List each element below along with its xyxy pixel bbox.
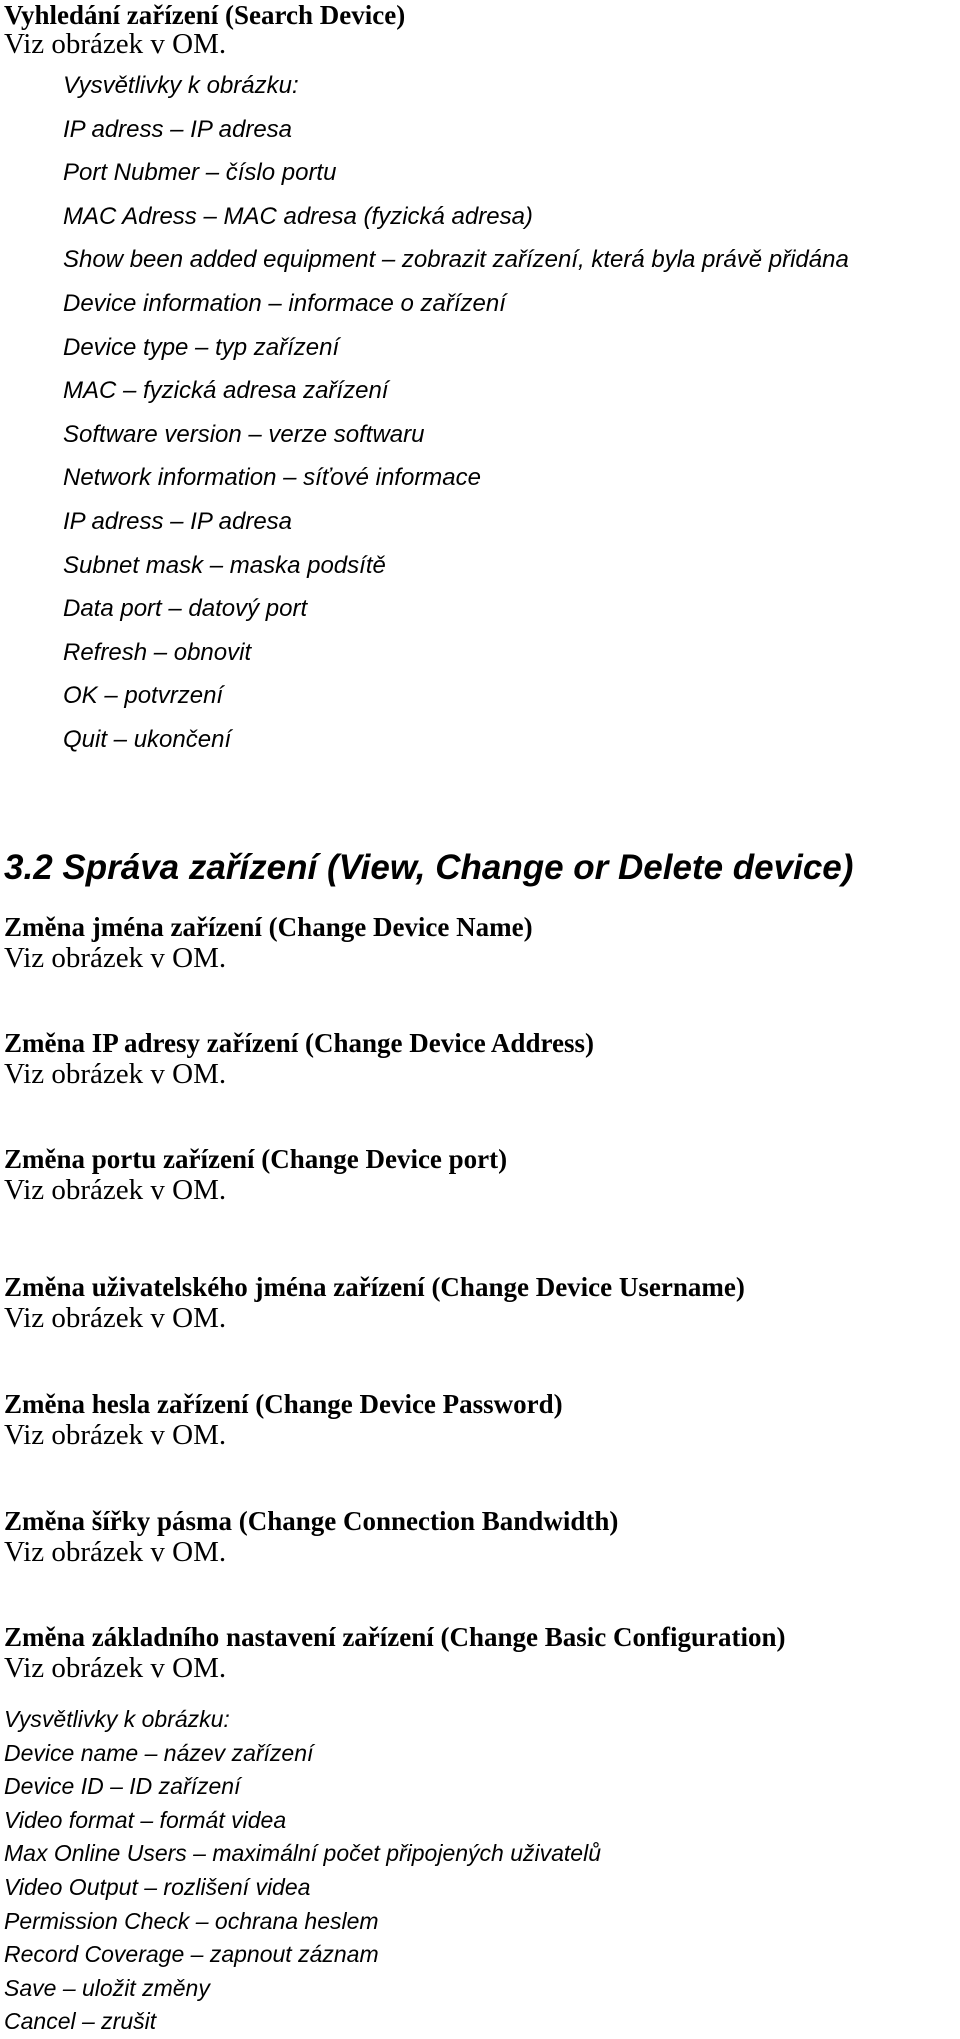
basic-config-legend xyxy=(4,1703,601,2039)
subsection-ref: Viz obrázek v OM. xyxy=(4,1536,227,1568)
legend-line: Permission Check – ochrana heslem xyxy=(4,1907,379,1934)
subsection-title: Změna portu zařízení (Change Device port) xyxy=(4,1144,508,1174)
legend-line: Vysvětlivky k obrázku: xyxy=(63,72,299,99)
subsection-ref: Viz obrázek v OM. xyxy=(4,942,227,974)
subsection-change-port xyxy=(4,1144,507,1206)
legend-line: Save – uložit změny xyxy=(4,1974,210,2001)
legend-line: Subnet mask – maska podsítě xyxy=(63,551,386,579)
subsection-change-basic-config xyxy=(4,1622,786,1684)
subsection-ref: Viz obrázek v OM. xyxy=(4,1652,227,1684)
legend-line: Record Coverage – zapnout záznam xyxy=(4,1941,379,1968)
legend-line: Refresh – obnovit xyxy=(63,638,252,666)
legend-line: Video Output – rozlišení videa xyxy=(4,1873,311,1900)
legend-line: MAC – fyzická adresa zařízení xyxy=(63,377,389,405)
legend-line: Max Online Users – maximální počet připojených uživatelů xyxy=(4,1840,601,1867)
search-device-legend xyxy=(63,64,849,762)
legend-line: Quit – ukončení xyxy=(63,725,232,753)
subsection-change-name xyxy=(4,912,533,974)
legend-line: Cancel – zrušit xyxy=(4,2008,157,2035)
legend-line: Show been added equipment – zobrazit zařízení, která byla právě přidána xyxy=(63,246,849,274)
legend-line: Port Nubmer – číslo portu xyxy=(63,159,337,187)
subsection-ref: Viz obrázek v OM. xyxy=(4,1302,227,1334)
subsection-change-address xyxy=(4,1028,594,1090)
legend-line: Device name – název zařízení xyxy=(4,1739,314,1766)
subsection-title: Změna IP adresy zařízení (Change Device Address) xyxy=(4,1028,594,1058)
subsection-ref: Viz obrázek v OM. xyxy=(4,1058,227,1090)
search-device-title: Vyhledání zařízení (Search Device) xyxy=(4,0,406,30)
subsection-ref: Viz obrázek v OM. xyxy=(4,1174,227,1206)
legend-line: Network information – síťové informace xyxy=(63,464,481,492)
search-device-section xyxy=(4,0,405,60)
legend-line: Vysvětlivky k obrázku: xyxy=(4,1706,230,1732)
subsection-change-password xyxy=(4,1389,563,1451)
subsection-change-bandwidth xyxy=(4,1506,618,1568)
legend-line: IP adress – IP adresa xyxy=(63,507,293,535)
legend-line: Software version – verze softwaru xyxy=(63,420,425,448)
subsection-ref: Viz obrázek v OM. xyxy=(4,1419,227,1451)
legend-line: Device ID – ID zařízení xyxy=(4,1773,241,1800)
legend-line: Device information – informace o zařízení xyxy=(63,289,506,317)
subsection-change-username xyxy=(4,1272,745,1334)
subsection-title: Změna uživatelského jména zařízení (Change Device Username) xyxy=(4,1272,745,1302)
legend-line: MAC Adress – MAC adresa (fyzická adresa) xyxy=(63,202,533,230)
legend-line: Video format – formát videa xyxy=(4,1806,287,1833)
section-heading: 3.2 Správa zařízení (View, Change or Delete device) xyxy=(4,848,854,887)
subsection-title: Změna jména zařízení (Change Device Name) xyxy=(4,912,533,942)
subsection-title: Změna šířky pásma (Change Connection Bandwidth) xyxy=(4,1506,619,1536)
subsection-title: Změna hesla zařízení (Change Device Password) xyxy=(4,1389,563,1419)
legend-line: Device type – typ zařízení xyxy=(63,333,340,361)
legend-line: OK – potvrzení xyxy=(63,682,224,710)
legend-line: IP adress – IP adresa xyxy=(63,115,293,143)
search-device-ref: Viz obrázek v OM. xyxy=(4,28,227,60)
legend-line: Data port – datový port xyxy=(63,595,308,623)
subsection-title: Změna základního nastavení zařízení (Change Basic Configuration) xyxy=(4,1622,786,1652)
